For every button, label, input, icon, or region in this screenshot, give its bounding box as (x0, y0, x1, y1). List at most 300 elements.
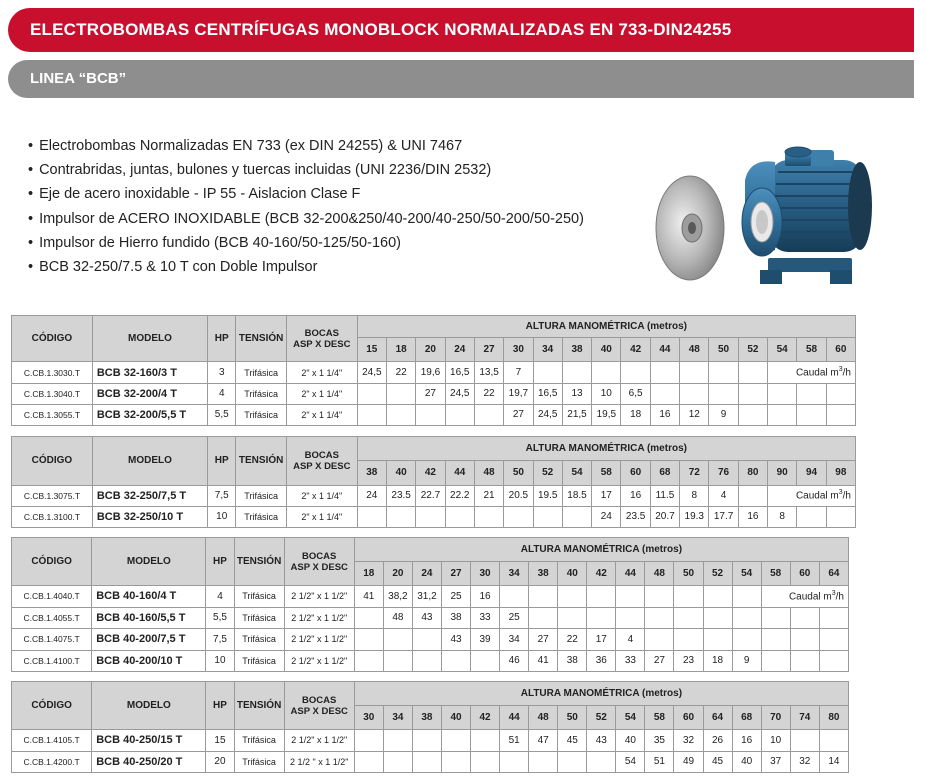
value-cell: 25 (500, 607, 529, 629)
height-header: 50 (674, 562, 703, 586)
value-cell: 51 (500, 730, 529, 752)
header-tension: TENSIÓN (236, 316, 287, 362)
header-codigo: CÓDIGO (12, 437, 93, 486)
value-cell (587, 586, 616, 608)
cell-modelo: BCB 32-200/4 T (92, 383, 207, 404)
value-cell (562, 362, 591, 383)
height-header: 44 (445, 461, 474, 485)
table-row (12, 383, 856, 404)
height-header: 52 (587, 706, 616, 730)
value-cell: 25 (441, 586, 470, 608)
value-cell: 16,5 (533, 383, 562, 404)
value-cell: 9 (732, 650, 761, 672)
value-cell (416, 506, 445, 527)
cell-hp: 10 (208, 506, 236, 527)
height-header: 30 (504, 338, 533, 362)
height-header: 27 (474, 338, 503, 362)
cell-tension: Trifásica (234, 730, 284, 752)
header-altura: ALTURA MANOMÉTRICA (metros) (357, 316, 855, 338)
value-cell: 54 (616, 751, 645, 773)
height-header: 18 (354, 562, 383, 586)
height-header: 64 (819, 562, 848, 586)
value-cell: 45 (558, 730, 587, 752)
cell-codigo: C.CB.1.4200.T (12, 751, 92, 773)
value-cell (732, 607, 761, 629)
height-header: 58 (592, 461, 621, 485)
value-cell: 18.5 (562, 485, 591, 506)
value-cell: 16 (650, 404, 679, 425)
value-cell (471, 730, 500, 752)
height-header: 48 (474, 461, 503, 485)
value-cell: 24,5 (445, 383, 474, 404)
height-header: 80 (819, 706, 848, 730)
header-tension: TENSIÓN (234, 538, 284, 586)
header-tension: TENSIÓN (236, 437, 287, 486)
value-cell: 16 (621, 485, 650, 506)
value-cell (357, 404, 386, 425)
height-header: 20 (416, 338, 445, 362)
height-header: 98 (826, 461, 855, 485)
cell-hp: 3 (208, 362, 236, 383)
header-bocas-line1: BOCAS (302, 694, 337, 706)
cell-bocas: 2" x 1 1/4" (286, 485, 357, 506)
value-cell (650, 362, 679, 383)
height-header: 20 (383, 562, 412, 586)
cell-tension: Trifásica (234, 607, 284, 629)
caudal-label: Caudal m (795, 490, 839, 502)
header-altura: ALTURA MANOMÉTRICA (metros) (357, 437, 855, 461)
height-header: 40 (558, 562, 587, 586)
header-bocas-line2: ASP X DESC (293, 460, 351, 472)
value-cell: 19.3 (680, 506, 709, 527)
value-cell (500, 586, 529, 608)
value-cell: 24 (357, 485, 386, 506)
value-cell: 20.7 (650, 506, 679, 527)
value-cell: 4 (709, 485, 738, 506)
cell-bocas: 2" x 1 1/4" (286, 404, 357, 425)
caudal-unit: /h (842, 490, 851, 502)
value-cell: 19.5 (533, 485, 562, 506)
cell-tension: Trifásica (236, 485, 287, 506)
cell-bocas: 2 1/2" x 1 1/2" (284, 650, 354, 672)
value-cell: 46 (500, 650, 529, 672)
table-row (12, 607, 849, 629)
height-header: 48 (680, 338, 709, 362)
feature-item: • Impulsor de ACERO INOXIDABLE (BCB 32-200&250/40-200/40-250/50-200/50-250) (28, 207, 668, 231)
height-header: 38 (357, 461, 386, 485)
height-header: 24 (445, 338, 474, 362)
cell-tension: Trifásica (236, 362, 287, 383)
value-cell (703, 629, 732, 651)
caudal-superscript: 3 (831, 590, 836, 598)
value-cell (383, 650, 412, 672)
value-cell: 8 (768, 506, 797, 527)
cell-codigo: C.CB.1.4040.T (12, 586, 92, 608)
value-cell (761, 650, 790, 672)
value-cell: 13,5 (474, 362, 503, 383)
value-cell (354, 607, 383, 629)
cell-bocas: 2" x 1 1/4" (286, 383, 357, 404)
height-header: 42 (621, 338, 650, 362)
value-cell (761, 607, 790, 629)
cell-hp: 15 (206, 730, 234, 752)
feature-item: • Eje de acero inoxidable - IP 55 - Aislacion Clase F (28, 182, 668, 206)
header-codigo: CÓDIGO (12, 316, 93, 362)
value-cell (680, 362, 709, 383)
value-cell (826, 506, 855, 527)
header-bocas (286, 316, 357, 362)
value-cell: 19,7 (504, 383, 533, 404)
value-cell (441, 650, 470, 672)
cell-modelo: BCB 40-200/10 T (92, 650, 206, 672)
feature-item: • Impulsor de Hierro fundido (BCB 40-160/50-125/50-160) (28, 231, 668, 255)
spec-table-bcb32-250 (11, 436, 856, 528)
value-cell: 43 (587, 730, 616, 752)
value-cell: 19,6 (416, 362, 445, 383)
value-cell (471, 650, 500, 672)
cell-hp: 5,5 (206, 607, 234, 629)
value-cell (680, 383, 709, 404)
feature-list (28, 134, 668, 279)
value-cell: 16 (471, 586, 500, 608)
value-cell: 40 (732, 751, 761, 773)
value-cell (474, 404, 503, 425)
value-cell: 21,5 (562, 404, 591, 425)
value-cell: 34 (500, 629, 529, 651)
header-bocas-line1: BOCAS (304, 449, 339, 461)
value-cell (738, 485, 767, 506)
height-header: 42 (416, 461, 445, 485)
value-cell (587, 751, 616, 773)
value-cell: 47 (529, 730, 558, 752)
cell-bocas: 2 1/2" x 1 1/2" (284, 629, 354, 651)
height-header: 48 (645, 562, 674, 586)
header-bocas-line1: BOCAS (302, 550, 337, 562)
feature-item: • Contrabridas, juntas, bulones y tuercas incluidas (UNI 2236/DIN 2532) (28, 158, 668, 182)
height-header: 60 (621, 461, 650, 485)
value-cell (819, 650, 848, 672)
value-cell (826, 383, 855, 404)
cell-tension: Trifásica (234, 650, 284, 672)
value-cell: 41 (354, 586, 383, 608)
caudal-superscript: 3 (838, 366, 843, 374)
cell-modelo: BCB 40-250/20 T (92, 751, 206, 773)
value-cell (819, 607, 848, 629)
value-cell (587, 607, 616, 629)
caudal-label: Caudal m (788, 591, 832, 603)
cell-codigo: C.CB.1.4100.T (12, 650, 92, 672)
value-cell (386, 404, 415, 425)
value-cell: 11.5 (650, 485, 679, 506)
value-cell: 24 (592, 506, 621, 527)
height-header: 58 (761, 562, 790, 586)
header-bocas-line2: ASP X DESC (293, 338, 351, 350)
value-cell (674, 607, 703, 629)
value-cell (529, 607, 558, 629)
height-header: 54 (562, 461, 591, 485)
header-modelo: MODELO (92, 538, 206, 586)
value-cell (412, 629, 441, 651)
pump-photo-icon (650, 140, 875, 300)
height-header: 38 (529, 562, 558, 586)
height-header: 90 (768, 461, 797, 485)
value-cell (797, 506, 826, 527)
value-cell (441, 730, 470, 752)
spec-table-bcb32-160-200 (11, 315, 856, 426)
table-row (12, 650, 849, 672)
value-cell (471, 751, 500, 773)
feature-item: • BCB 32-250/7.5 & 10 T con Doble Impulsor (28, 255, 668, 279)
value-cell (768, 383, 797, 404)
table-row (12, 730, 849, 752)
value-cell: 38 (441, 607, 470, 629)
value-cell: 27 (504, 404, 533, 425)
table-row (12, 586, 849, 608)
height-header: 15 (357, 338, 386, 362)
height-header: 80 (738, 461, 767, 485)
value-cell: 16 (738, 506, 767, 527)
cell-modelo: BCB 32-160/3 T (92, 362, 207, 383)
value-cell (709, 383, 738, 404)
cell-codigo: C.CB.1.4105.T (12, 730, 92, 752)
header-modelo: MODELO (92, 316, 207, 362)
cell-codigo: C.CB.1.3040.T (12, 383, 93, 404)
value-cell (645, 586, 674, 608)
height-header: 70 (761, 706, 790, 730)
height-header: 94 (797, 461, 826, 485)
cell-bocas: 2 1/2" x 1 1/2" (284, 730, 354, 752)
value-cell: 27 (416, 383, 445, 404)
header-modelo: MODELO (92, 437, 207, 486)
height-header: 60 (674, 706, 703, 730)
height-header: 68 (650, 461, 679, 485)
value-cell (738, 362, 767, 383)
subtitle-banner (8, 60, 914, 98)
value-cell (357, 383, 386, 404)
value-cell: 22 (558, 629, 587, 651)
header-bocas (286, 437, 357, 486)
cell-tension: Trifásica (236, 404, 287, 425)
caudal-note (768, 362, 856, 383)
height-header: 58 (645, 706, 674, 730)
value-cell: 22.7 (416, 485, 445, 506)
value-cell (674, 586, 703, 608)
value-cell (709, 362, 738, 383)
cell-hp: 7,5 (208, 485, 236, 506)
value-cell (562, 506, 591, 527)
cell-modelo: BCB 32-250/7,5 T (92, 485, 207, 506)
height-header: 40 (441, 706, 470, 730)
value-cell (738, 404, 767, 425)
value-cell (819, 629, 848, 651)
header-bocas-line2: ASP X DESC (290, 561, 348, 573)
height-header: 42 (471, 706, 500, 730)
value-cell: 27 (645, 650, 674, 672)
header-bocas-line2: ASP X DESC (290, 705, 348, 717)
value-cell (738, 383, 767, 404)
feature-item: • Electrobombas Normalizadas EN 733 (ex DIN 24255) & UNI 7467 (28, 134, 668, 158)
cell-tension: Trifásica (234, 751, 284, 773)
height-header: 42 (587, 562, 616, 586)
value-cell: 17 (592, 485, 621, 506)
value-cell: 33 (471, 607, 500, 629)
value-cell: 19,5 (592, 404, 621, 425)
table-row (12, 629, 849, 651)
value-cell (797, 404, 826, 425)
value-cell: 22 (386, 362, 415, 383)
value-cell (645, 607, 674, 629)
header-hp: HP (208, 316, 236, 362)
value-cell: 33 (616, 650, 645, 672)
table-row (12, 506, 856, 527)
height-header: 24 (412, 562, 441, 586)
cell-bocas: 2 1/2 " x 1 1/2" (284, 751, 354, 773)
cell-modelo: BCB 32-250/10 T (92, 506, 207, 527)
height-header: 34 (533, 338, 562, 362)
height-header: 54 (616, 706, 645, 730)
height-header: 50 (558, 706, 587, 730)
cell-bocas: 2" x 1 1/4" (286, 506, 357, 527)
height-header: 44 (650, 338, 679, 362)
value-cell: 26 (703, 730, 732, 752)
value-cell (797, 383, 826, 404)
height-header: 27 (441, 562, 470, 586)
value-cell (412, 730, 441, 752)
value-cell (674, 629, 703, 651)
value-cell (383, 751, 412, 773)
value-cell (703, 607, 732, 629)
height-header: 72 (680, 461, 709, 485)
value-cell: 14 (819, 751, 848, 773)
header-hp: HP (206, 682, 234, 730)
cell-bocas: 2" x 1 1/4" (286, 362, 357, 383)
height-header: 74 (790, 706, 819, 730)
header-hp: HP (208, 437, 236, 486)
value-cell: 20.5 (504, 485, 533, 506)
value-cell (616, 586, 645, 608)
value-cell: 10 (592, 383, 621, 404)
value-cell (533, 362, 562, 383)
caudal-unit: /h (835, 591, 844, 603)
value-cell (826, 404, 855, 425)
header-tension: TENSIÓN (234, 682, 284, 730)
header-bocas (284, 682, 354, 730)
value-cell: 35 (645, 730, 674, 752)
value-cell: 31,2 (412, 586, 441, 608)
value-cell (529, 586, 558, 608)
value-cell (703, 586, 732, 608)
value-cell (621, 362, 650, 383)
height-header: 38 (562, 338, 591, 362)
height-header: 52 (703, 562, 732, 586)
value-cell: 49 (674, 751, 703, 773)
value-cell (558, 607, 587, 629)
value-cell: 12 (680, 404, 709, 425)
value-cell (768, 404, 797, 425)
table-row (12, 751, 849, 773)
value-cell (474, 506, 503, 527)
table-row (12, 485, 856, 506)
header-modelo: MODELO (92, 682, 206, 730)
main-title-banner (8, 8, 914, 52)
value-cell: 8 (680, 485, 709, 506)
height-header: 50 (504, 461, 533, 485)
height-header: 68 (732, 706, 761, 730)
page-subtitle: LINEA “BCB” (30, 70, 127, 87)
value-cell: 22.2 (445, 485, 474, 506)
value-cell: 23 (674, 650, 703, 672)
value-cell (445, 506, 474, 527)
value-cell (500, 751, 529, 773)
spec-table-bcb40-250 (11, 681, 849, 773)
value-cell (383, 629, 412, 651)
height-header: 76 (709, 461, 738, 485)
cell-modelo: BCB 32-200/5,5 T (92, 404, 207, 425)
value-cell: 21 (474, 485, 503, 506)
value-cell (529, 751, 558, 773)
value-cell: 43 (441, 629, 470, 651)
value-cell: 23.5 (386, 485, 415, 506)
value-cell (533, 506, 562, 527)
caudal-note (768, 485, 856, 506)
cell-modelo: BCB 40-160/4 T (92, 586, 206, 608)
value-cell (761, 629, 790, 651)
value-cell: 18 (621, 404, 650, 425)
height-header: 64 (703, 706, 732, 730)
value-cell (790, 607, 819, 629)
value-cell: 38,2 (383, 586, 412, 608)
header-codigo: CÓDIGO (12, 682, 92, 730)
table-row (12, 404, 856, 425)
value-cell: 23.5 (621, 506, 650, 527)
value-cell: 27 (529, 629, 558, 651)
value-cell: 10 (761, 730, 790, 752)
value-cell (650, 383, 679, 404)
value-cell (412, 751, 441, 773)
height-header: 30 (471, 562, 500, 586)
value-cell: 39 (471, 629, 500, 651)
cell-tension: Trifásica (234, 629, 284, 651)
cell-modelo: BCB 40-160/5,5 T (92, 607, 206, 629)
value-cell: 37 (761, 751, 790, 773)
caudal-label: Caudal m (795, 367, 839, 379)
value-cell (732, 586, 761, 608)
value-cell (616, 607, 645, 629)
cell-codigo: C.CB.1.3030.T (12, 362, 93, 383)
value-cell (383, 730, 412, 752)
spec-table-bcb40-160-200 (11, 537, 849, 672)
value-cell: 36 (587, 650, 616, 672)
table-row (12, 362, 856, 383)
value-cell (354, 751, 383, 773)
value-cell: 45 (703, 751, 732, 773)
cell-bocas: 2 1/2" x 1 1/2" (284, 607, 354, 629)
header-altura: ALTURA MANOMÉTRICA (metros) (354, 538, 848, 562)
value-cell (645, 629, 674, 651)
cell-hp: 7,5 (206, 629, 234, 651)
cell-bocas: 2 1/2" x 1 1/2" (284, 586, 354, 608)
value-cell: 43 (412, 607, 441, 629)
cell-hp: 20 (206, 751, 234, 773)
header-altura: ALTURA MANOMÉTRICA (metros) (354, 682, 848, 706)
value-cell (558, 751, 587, 773)
value-cell (412, 650, 441, 672)
value-cell: 40 (616, 730, 645, 752)
height-header: 60 (790, 562, 819, 586)
value-cell (354, 650, 383, 672)
height-header: 52 (738, 338, 767, 362)
height-header: 34 (500, 562, 529, 586)
